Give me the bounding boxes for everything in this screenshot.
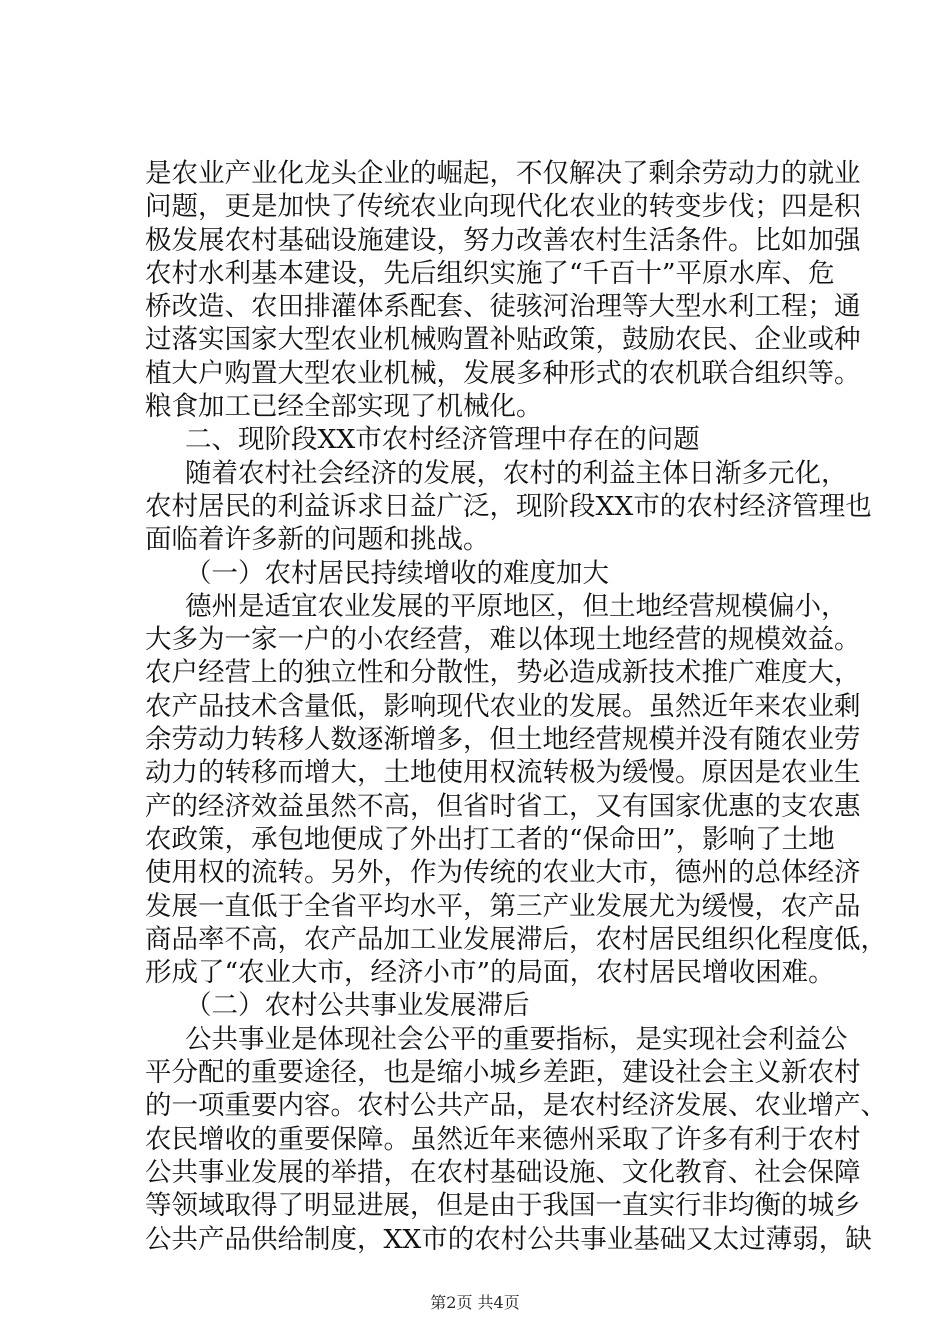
subsection-heading: （二）农村公共事业发展滞后 bbox=[185, 990, 530, 1022]
text-line: 农民增收的重要保障。虽然近年来德州采取了许多有利于农村 bbox=[145, 1123, 861, 1155]
text-line: 过落实国家大型农业机械购置补贴政策，鼓励农民、企业或种 bbox=[145, 324, 861, 356]
text-line: 面临着许多新的问题和挑战。 bbox=[145, 524, 490, 556]
text-line: 农户经营上的独立性和分散性，势必造成新技术推广难度大， bbox=[145, 657, 861, 689]
text-line: 公共事业是体现社会公平的重要指标，是实现社会利益公 bbox=[185, 1023, 848, 1055]
text-line: 农政策，承包地便成了外出打工者的“保命田”，影响了土地 bbox=[145, 823, 835, 855]
text-line: 等领域取得了明显进展，但是由于我国一直实行非均衡的城乡 bbox=[145, 1190, 861, 1222]
page-number-footer: 第2页 共4页 bbox=[430, 1293, 520, 1312]
text-line: 农村居民的利益诉求日益广泛，现阶段XX市的农村经济管理也 bbox=[145, 490, 872, 522]
section-heading: 二、现阶段XX市农村经济管理中存在的问题 bbox=[185, 424, 700, 456]
text-line: 商品率不高，农产品加工业发展滞后，农村居民组织化程度低， bbox=[145, 923, 887, 955]
text-line: 是农业产业化龙头企业的崛起，不仅解决了剩余劳动力的就业 bbox=[145, 158, 861, 189]
text-line: 动力的转移而增大，土地使用权流转极为缓慢。原因是农业生 bbox=[145, 757, 861, 789]
text-line: 的一项重要内容。农村公共产品，是农村经济发展、农业增产、 bbox=[145, 1090, 887, 1122]
text-line: 极发展农村基础设施建设，努力改善农村生活条件。比如加强 bbox=[145, 224, 861, 256]
text-line: 公共事业发展的举措，在农村基础设施、文化教育、社会保障 bbox=[145, 1156, 861, 1188]
text-line: 农村水利基本建设，先后组织实施了“千百十”平原水库、危 bbox=[145, 257, 835, 289]
subsection-heading: （一）农村居民持续增收的难度加大 bbox=[185, 557, 609, 589]
text-line: 德州是适宜农业发展的平原地区，但土地经营规模偏小， bbox=[185, 590, 848, 622]
text-line: 形成了“农业大市，经济小市”的局面，农村居民增收困难。 bbox=[145, 957, 835, 989]
text-line: 随着农村社会经济的发展，农村的利益主体日渐多元化， bbox=[185, 457, 848, 489]
text-line: 问题，更是加快了传统农业向现代化农业的转变步伐；四是积 bbox=[145, 191, 861, 223]
text-line: 粮食加工已经全部实现了机械化。 bbox=[145, 391, 543, 423]
text-line: 余劳动力转移人数逐渐增多，但土地经营规模并没有随农业劳 bbox=[145, 724, 861, 756]
text-line: 植大户购置大型农业机械，发展多种形式的农机联合组织等。 bbox=[145, 357, 861, 389]
text-line: 桥改造、农田排灌体系配套、徒骇河治理等大型水利工程；通 bbox=[145, 291, 861, 323]
text-line: 平分配的重要途径，也是缩小城乡差距，建设社会主义新农村 bbox=[145, 1057, 861, 1089]
text-line: 公共产品供给制度，XX市的农村公共事业基础又太过薄弱，缺 bbox=[145, 1223, 872, 1255]
text-line: 发展一直低于全省平均水平，第三产业发展尤为缓慢，农产品 bbox=[145, 890, 861, 922]
text-line: 农产品技术含量低，影响现代农业的发展。虽然近年来农业剩 bbox=[145, 690, 861, 722]
body-text bbox=[145, 157, 887, 1256]
text-line: 大多为一家一户的小农经营，难以体现土地经营的规模效益。 bbox=[145, 624, 861, 656]
text-line: 使用权的流转。另外，作为传统的农业大市，德州的总体经济 bbox=[145, 857, 861, 889]
text-line: 产的经济效益虽然不高，但省时省工，又有国家优惠的支农惠 bbox=[145, 790, 861, 822]
